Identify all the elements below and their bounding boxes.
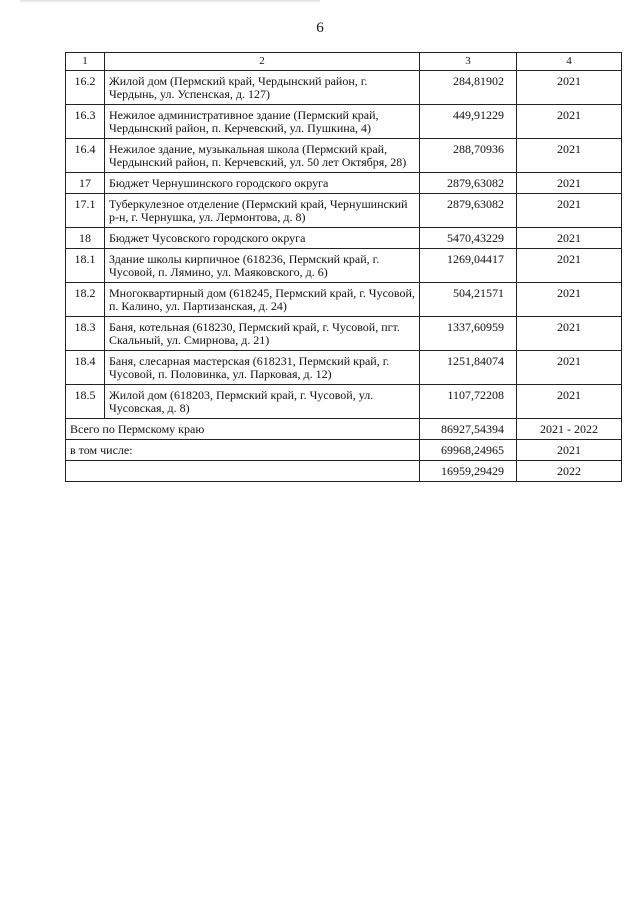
table-row	[66, 351, 622, 385]
table-cell-name: Баня, котельная (618230, Пермский край, г. Чусовой, пгт. Скальный, ул. Смирнова, д. 21)	[105, 317, 420, 351]
table-cell-name: Нежилое здание, музыкальная школа (Пермский край, Чердынский район, п. Керчевский, ул. 50 лет Октября, 28)	[105, 139, 420, 173]
table-cell-year: 2021	[517, 173, 622, 194]
total-row	[66, 461, 622, 482]
table-row	[66, 71, 622, 105]
table-cell-num: 16.4	[66, 139, 105, 173]
table-cell-sum: 2879,63082	[420, 173, 517, 194]
table-row	[66, 249, 622, 283]
table-cell-sum: 1337,60959	[420, 317, 517, 351]
table-header-row	[66, 53, 622, 71]
table-row	[66, 105, 622, 139]
table-cell-label	[66, 461, 420, 482]
table-cell-num: 18.3	[66, 317, 105, 351]
table-cell-year: 2021	[517, 351, 622, 385]
table-cell-year: 2021	[517, 317, 622, 351]
table-cell-label: Всего по Пермскому краю	[66, 419, 420, 440]
table-cell-num: 18	[66, 228, 105, 249]
table-cell-sum: 504,21571	[420, 283, 517, 317]
table-cell-year: 2021	[517, 139, 622, 173]
table-cell-num: 17.1	[66, 194, 105, 228]
table-cell-name: Бюджет Чернушинского городского округа	[105, 173, 420, 194]
page-number: 6	[316, 20, 324, 36]
scan-edge	[20, 0, 320, 3]
table-cell-num: 18.2	[66, 283, 105, 317]
table-cell-name: Многоквартирный дом (618245, Пермский край, г. Чусовой, п. Калино, ул. Партизанская, д. 24)	[105, 283, 420, 317]
table-cell-year: 2021	[517, 71, 622, 105]
header-cell: 2	[105, 53, 420, 71]
table-row	[66, 385, 622, 419]
table-cell-num: 16.3	[66, 105, 105, 139]
table-cell-sum: 449,91229	[420, 105, 517, 139]
header-cell: 4	[517, 53, 622, 71]
table-cell-sum: 16959,29429	[420, 461, 517, 482]
table-cell-year: 2021	[517, 440, 622, 461]
table-cell-year: 2021	[517, 194, 622, 228]
table-cell-sum: 288,70936	[420, 139, 517, 173]
table-cell-name: Баня, слесарная мастерская (618231, Пермский край, г. Чусовой, п. Половинка, ул. Парковая, д. 12)	[105, 351, 420, 385]
table-cell-name: Здание школы кирпичное (618236, Пермский край, г. Чусовой, п. Лямино, ул. Маяковского, д. 6)	[105, 249, 420, 283]
table-cell-year: 2022	[517, 461, 622, 482]
table-cell-sum: 69968,24965	[420, 440, 517, 461]
table-cell-label: в том числе:	[66, 440, 420, 461]
table-row	[66, 228, 622, 249]
table-cell-name: Жилой дом (Пермский край, Чердынский район, г. Чердынь, ул. Успенская, д. 127)	[105, 71, 420, 105]
table-cell-sum: 1251,84074	[420, 351, 517, 385]
table-cell-name: Бюджет Чусовского городского округа	[105, 228, 420, 249]
budget-table	[65, 52, 622, 482]
table-cell-num: 18.4	[66, 351, 105, 385]
table-cell-num: 18.5	[66, 385, 105, 419]
header-cell: 3	[420, 53, 517, 71]
table-cell-sum: 1269,04417	[420, 249, 517, 283]
table-cell-sum: 5470,43229	[420, 228, 517, 249]
table-cell-sum: 1107,72208	[420, 385, 517, 419]
table-cell-sum: 86927,54394	[420, 419, 517, 440]
table-cell-name: Жилой дом (618203, Пермский край, г. Чусовой, ул. Чусовская, д. 8)	[105, 385, 420, 419]
table-cell-name: Нежилое административное здание (Пермский край, Чердынский район, п. Керчевский, ул. Пушкина, 4)	[105, 105, 420, 139]
table-cell-year: 2021 - 2022	[517, 419, 622, 440]
header-cell: 1	[66, 53, 105, 71]
table-cell-sum: 2879,63082	[420, 194, 517, 228]
table-cell-year: 2021	[517, 228, 622, 249]
table-cell-num: 18.1	[66, 249, 105, 283]
table-cell-year: 2021	[517, 249, 622, 283]
table-cell-year: 2021	[517, 385, 622, 419]
table-row	[66, 139, 622, 173]
table-cell-num: 17	[66, 173, 105, 194]
total-row	[66, 419, 622, 440]
table-cell-year: 2021	[517, 105, 622, 139]
table-row	[66, 283, 622, 317]
table-row	[66, 194, 622, 228]
table-row	[66, 173, 622, 194]
table-cell-sum: 284,81902	[420, 71, 517, 105]
table-row	[66, 317, 622, 351]
table-cell-name: Туберкулезное отделение (Пермский край, Чернушинский р-н, г. Чернушка, ул. Лермонтова, д. 8)	[105, 194, 420, 228]
total-row	[66, 440, 622, 461]
table-cell-year: 2021	[517, 283, 622, 317]
table-cell-num: 16.2	[66, 71, 105, 105]
